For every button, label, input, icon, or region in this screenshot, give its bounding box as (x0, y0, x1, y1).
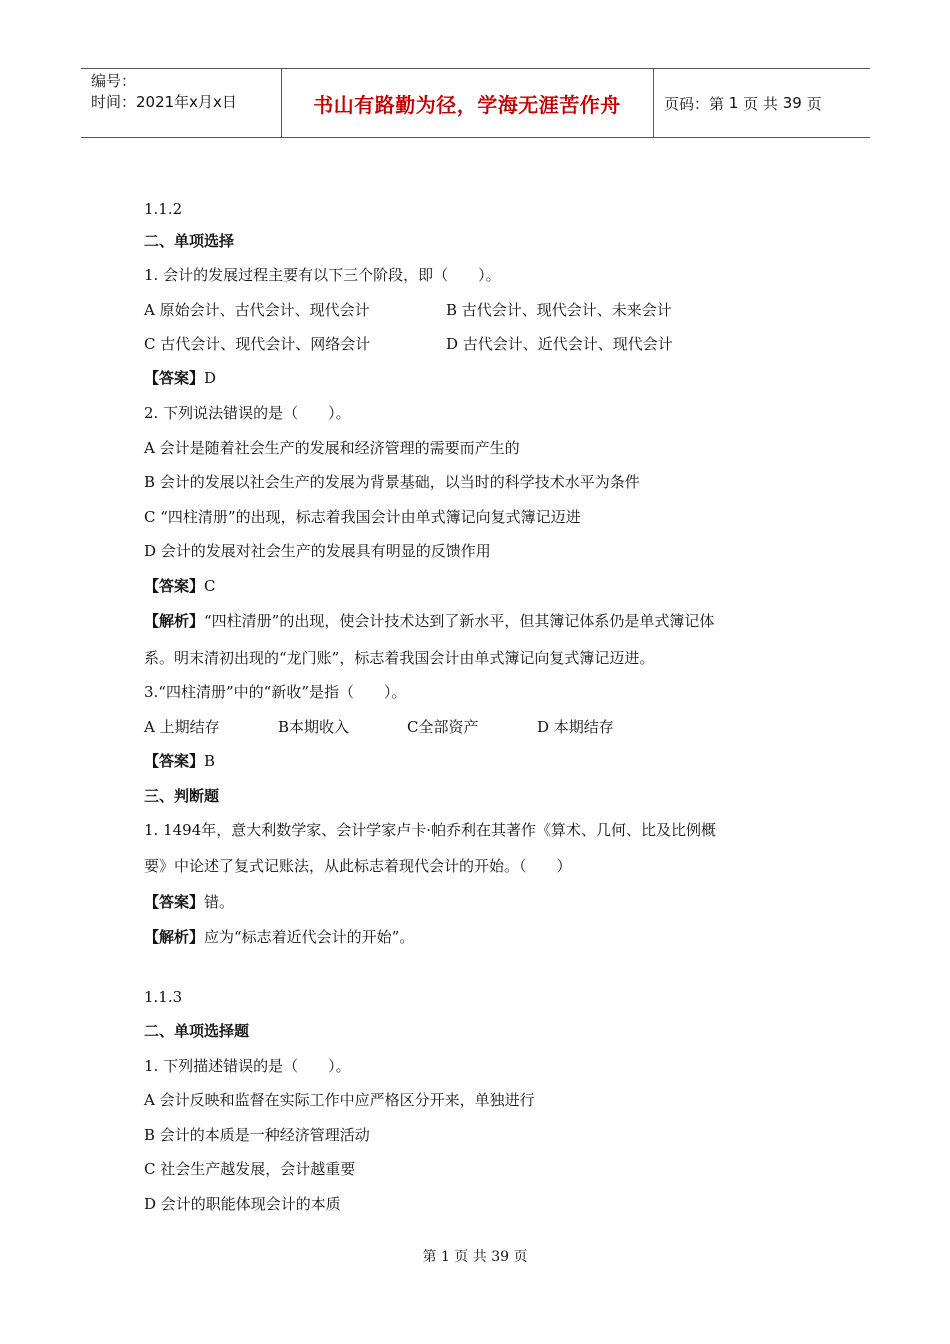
header-page-number (664, 69, 822, 137)
option-b: B 会计的本质是一种经济管理活动 (144, 1126, 370, 1144)
time-label: 时间：2021年x月x日 (91, 93, 237, 111)
option-a: A 上期结存 (144, 718, 220, 736)
option-d: D 古代会计、近代会计、现代会计 (446, 335, 673, 353)
answer-label: 【答案】 (144, 369, 205, 387)
option-b: B 会计的发展以社会生产的发展为背景基础，以当时的科学技术水平为条件 (144, 473, 640, 491)
analysis-line (144, 611, 714, 631)
question-stem: 1. 下列描述错误的是（ ）。 (144, 1057, 351, 1075)
answer-value: D (204, 369, 217, 387)
question-stem-continued: 要》中论述了复式记账法，从此标志着现代会计的开始。（ ） (144, 857, 572, 875)
analysis-text: 系。明末清初出现的“龙门账”，标志着我国会计由单式簿记向复式簿记迈进。 (144, 649, 655, 667)
answer-line (144, 576, 216, 596)
option-c: C 古代会计、现代会计、网络会计 (144, 335, 371, 353)
header-meta (91, 71, 237, 113)
page-middle: 页 共 (743, 94, 778, 113)
answer-value: 错。 (204, 893, 235, 911)
option-d: D 会计的发展对社会生产的发展具有明显的反馈作用 (144, 542, 491, 560)
option-c: C 社会生产越发展，会计越重要 (144, 1160, 356, 1178)
option-c: C全部资产 (407, 718, 479, 736)
answer-label: 【答案】 (144, 752, 205, 770)
page-header (81, 68, 870, 138)
page-total: 39 (782, 94, 802, 112)
section-heading: 二、单项选择题 (144, 1022, 250, 1040)
analysis-line (144, 927, 414, 947)
section-title: 1.1.3 (144, 988, 183, 1006)
answer-line (144, 892, 234, 912)
option-row (144, 717, 824, 737)
answer-value: C (204, 577, 216, 595)
option-b: B本期收入 (278, 718, 350, 736)
analysis-label: 【解析】 (144, 928, 205, 946)
analysis-text: “四柱清册”的出现，使会计技术达到了新水平，但其簿记体系仍是单式簿记体 (204, 612, 715, 630)
answer-label: 【答案】 (144, 577, 205, 595)
header-motto: 书山有路勤为径，学海无涯苦作舟 (313, 92, 621, 117)
option-row (144, 334, 824, 354)
header-divider (653, 69, 654, 137)
question-stem: 2. 下列说法错误的是（ ）。 (144, 404, 351, 422)
answer-value: B (204, 752, 216, 770)
serial-label: 编号： (91, 72, 137, 90)
option-a: A 原始会计、古代会计、现代会计 (144, 301, 370, 319)
page-prefix: 页码：第 (664, 94, 725, 113)
analysis-text: 应为“标志着近代会计的开始”。 (204, 928, 415, 946)
option-row (144, 300, 824, 320)
section-title: 1.1.2 (144, 200, 183, 218)
answer-line (144, 751, 215, 771)
option-c: C “四柱清册”的出现，标志着我国会计由单式簿记向复式簿记迈进 (144, 508, 581, 526)
question-stem: 1. 会计的发展过程主要有以下三个阶段，即（ ）。 (144, 266, 501, 284)
answer-label: 【答案】 (144, 893, 205, 911)
question-stem: 3.“四柱清册”中的“新收”是指（ ）。 (144, 683, 407, 701)
option-a: A 会计反映和监督在实际工作中应严格区分开来，单独进行 (144, 1091, 535, 1109)
section-heading: 二、单项选择 (144, 232, 235, 250)
page-footer: 第 1 页 共 39 页 (422, 1249, 528, 1265)
option-a: A 会计是随着社会生产的发展和经济管理的需要而产生的 (144, 439, 520, 457)
page-suffix: 页 (806, 94, 822, 113)
option-b: B 古代会计、现代会计、未来会计 (446, 301, 672, 319)
answer-line (144, 368, 216, 388)
page-current: 1 (728, 94, 739, 112)
option-d: D 本期结存 (537, 718, 614, 736)
section-heading: 三、判断题 (144, 787, 220, 805)
analysis-label: 【解析】 (144, 612, 205, 630)
option-d: D 会计的职能体现会计的本质 (144, 1195, 341, 1213)
question-stem: 1. 1494年，意大利数学家、会计学家卢卡·帕乔利在其著作《算术、几何、比及比例概 (144, 821, 717, 839)
